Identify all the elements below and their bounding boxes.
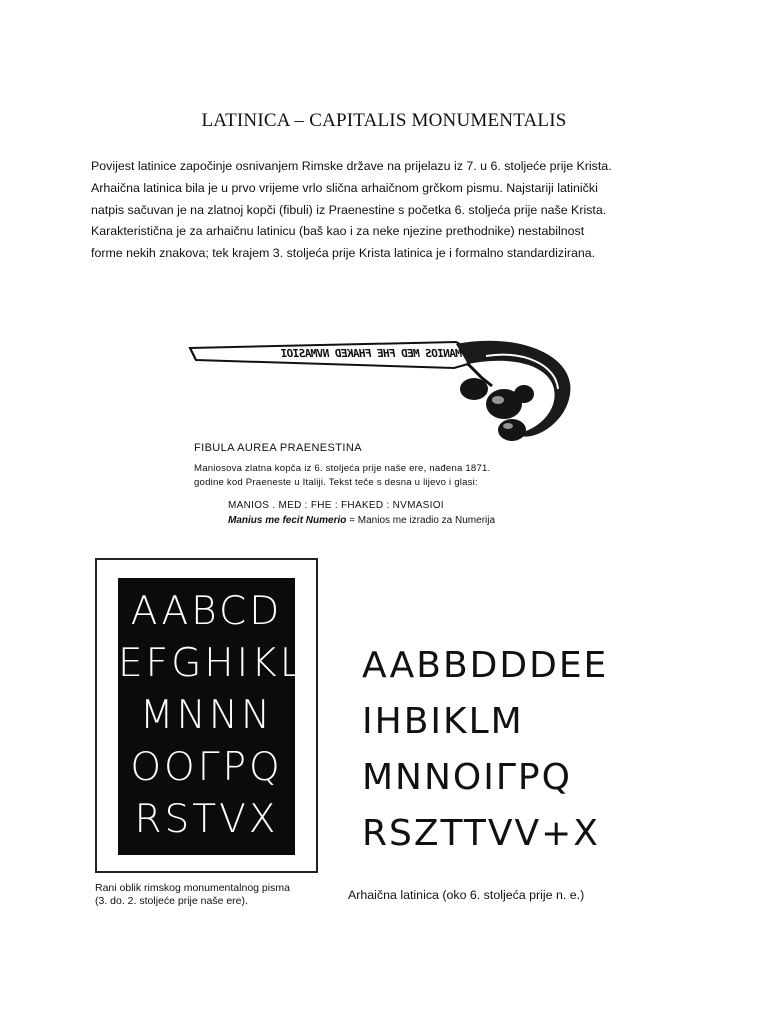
fibula-caption-desc: [194, 462, 490, 490]
archaic-alphabet-row: MNNOIΓPQ: [362, 757, 572, 798]
fibula-inscription-transcript: MANIOS . MED : FHE : FHAKED : NVMASIOI: [228, 500, 444, 511]
monumental-caption: [95, 882, 335, 908]
monumental-caption-line: (3. do. 2. stoljeće prije naše ere).: [95, 895, 248, 907]
intro-paragraph: [91, 156, 691, 265]
monumental-alphabet-row: AABCD: [130, 589, 283, 634]
archaic-alphabet-row: AABBDDDEE: [362, 645, 609, 686]
equals-sign: =: [346, 515, 358, 526]
intro-line: forme nekih znakova; tek krajem 3. stoljeća prije Krista latinica je i formalno standardizirana.: [91, 246, 596, 261]
archaic-alphabet-row: IHBIKLM: [362, 701, 524, 742]
fibula-caption-desc-line: godine kod Praeneste u Italiji. Tekst teče s desna u lijevo i glasi:: [194, 477, 478, 488]
monumental-caption-line: Rani oblik rimskog monumentalnog pisma: [95, 882, 290, 894]
monumental-alphabet-row: RSTVX: [134, 797, 279, 842]
intro-line: natpis sačuvan je na zlatnoj kopči (fibuli) iz Praenestine s početka 6. stoljeća prije naše Krista.: [91, 202, 607, 217]
monumental-alphabet-panel: [118, 578, 305, 855]
fibula-figure: [186, 334, 586, 534]
monumental-alphabet-row: EFGHIKL: [118, 641, 305, 686]
fibula-latin-text: Manius me fecit Numerio: [228, 515, 347, 526]
fibula-caption-title: FIBULA AUREA PRAENESTINA: [194, 442, 362, 454]
page-title: LATINICA – CAPITALIS MONUMENTALIS: [201, 110, 567, 131]
monumental-alphabet-frame: [95, 558, 318, 873]
archaic-caption: Arhaična latinica (oko 6. stoljeća prije n. e.): [348, 888, 585, 902]
intro-line: Povijest latinice započinje osnivanjem Rimske države na prijelazu iz 7. u 6. stoljeće prije Krista.: [91, 159, 612, 173]
intro-line: Karakteristična je za arhaičnu latinicu (baš kao i za neke njezine prethodnike) nestabilnost: [91, 224, 585, 239]
intro-line: Arhaična latinica bila je u prvo vrijeme vrlo slična arhaičnom grčkom pismu. Najstariji latinički: [91, 180, 598, 195]
monumental-alphabet-row: OOΓPQ: [130, 745, 283, 790]
fibula-inscription: MANIOS MED FHE FHAKED NVMASIOI: [280, 347, 463, 360]
archaic-alphabet-row: RSZTTVV+X: [362, 813, 600, 854]
fibula-croatian-text: Manios me izradio za Numerija: [357, 515, 496, 526]
fibula-caption-desc-line: Maniosova zlatna kopča iz 6. stoljeća prije naše ere, nađena 1871.: [194, 463, 491, 474]
monumental-alphabet-row: MNNN: [139, 693, 274, 738]
fibula-translation: [228, 515, 495, 526]
